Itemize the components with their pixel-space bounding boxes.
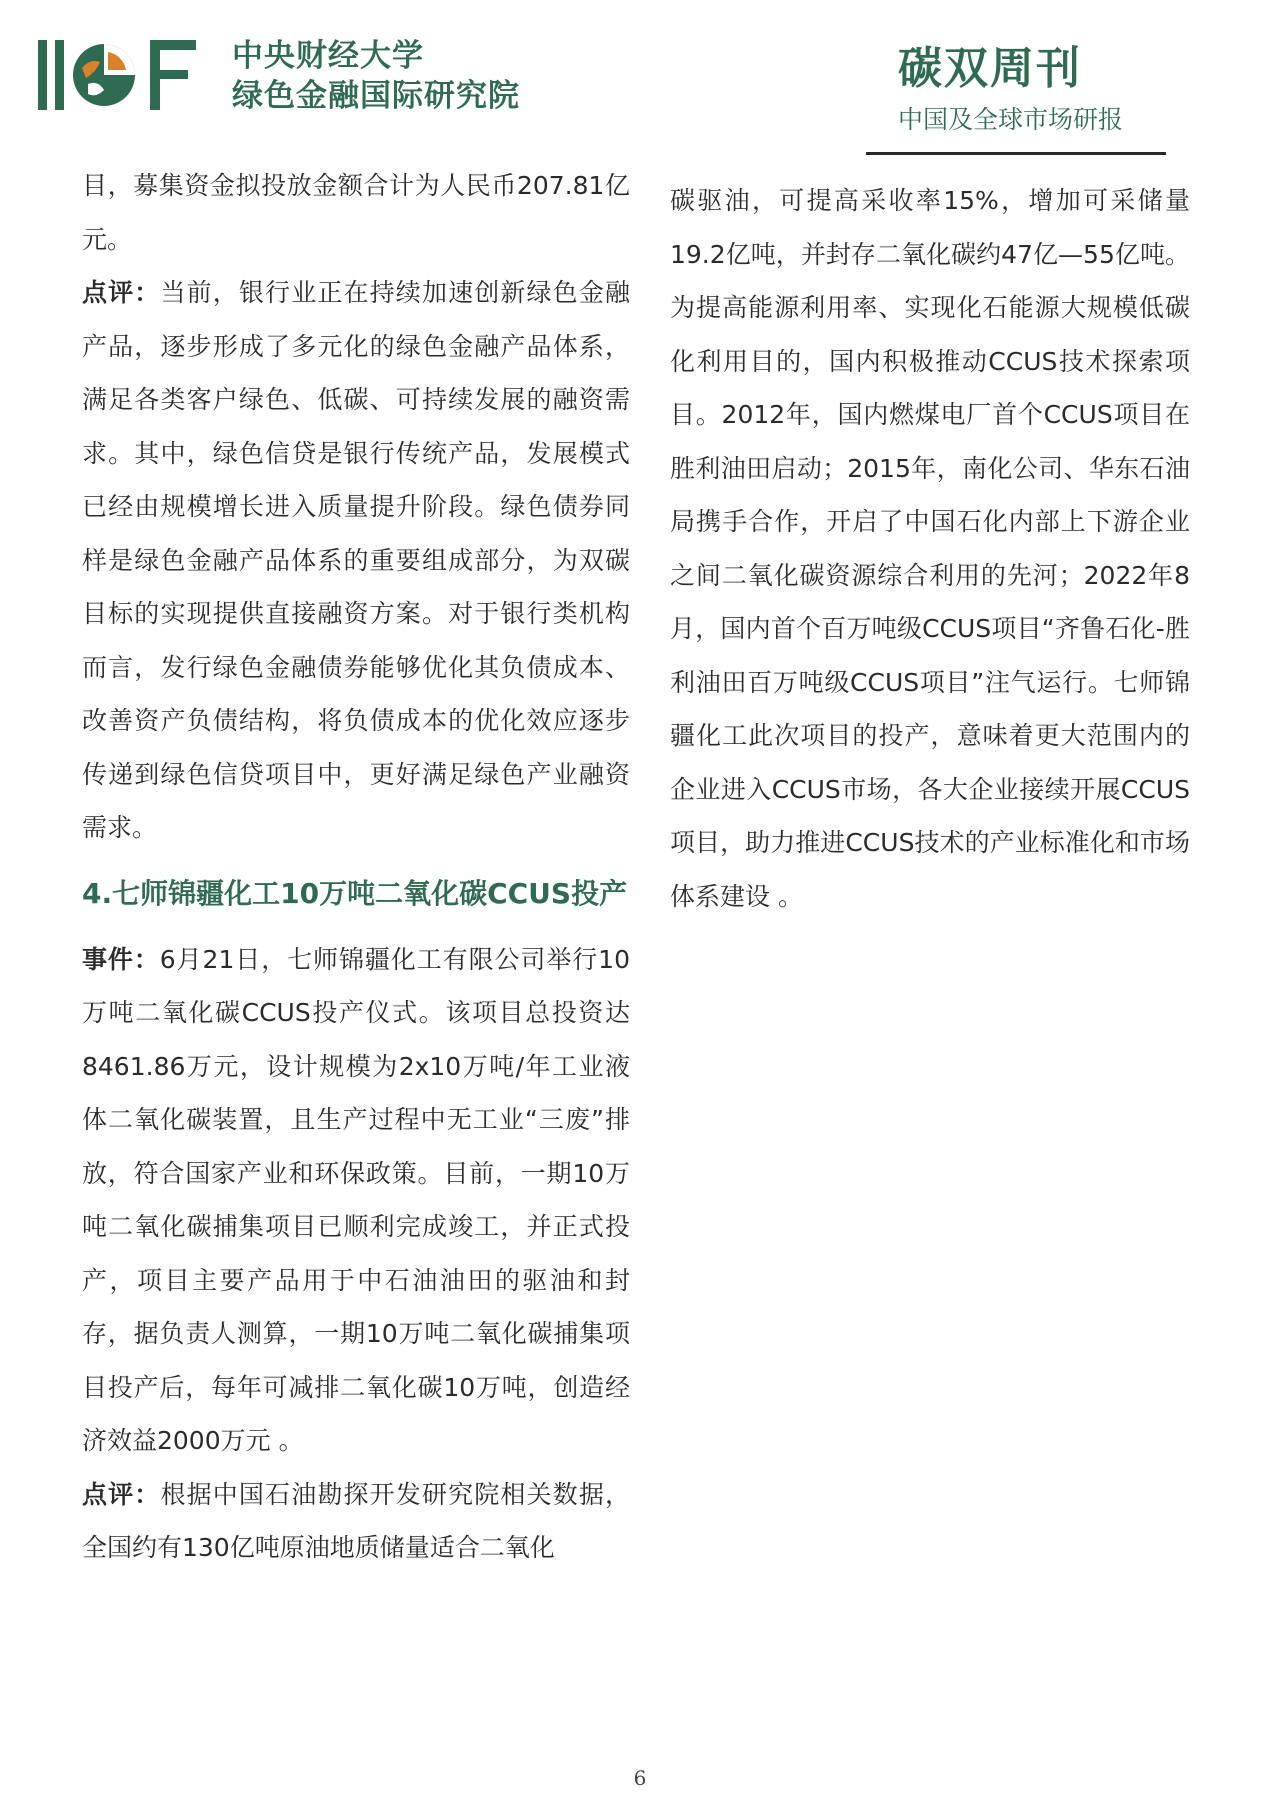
commentary-label: 点评： bbox=[82, 278, 161, 307]
commentary-text: 根据中国石油勘探开发研究院相关数据，全国约有130亿吨原油地质储量适合二氧化 bbox=[82, 1479, 630, 1562]
commentary-label: 点评： bbox=[82, 1479, 161, 1509]
page-header bbox=[0, 0, 1280, 160]
event-label: 事件： bbox=[82, 944, 160, 974]
org-name-line1: 中央财经大学 bbox=[232, 38, 424, 74]
paragraph-commentary-green-finance bbox=[82, 266, 630, 855]
publication-title: 碳双周刊 bbox=[898, 43, 1082, 94]
paragraph-fundraising: 目，募集资金拟投放金额合计为人民币207.81亿元。 bbox=[82, 171, 630, 254]
paragraph-ccus-continued: 碳驱油，可提高采收率15%，增加可采储量19.2亿吨，并封存二氧化碳约47亿—55亿吨。为提高能源利用率、实现化石能源大规模低碳化利用目的，国内积极推动CCUS技术探索项目。2012年，国内燃煤电厂首个CCUS项目在胜利油田启动；2015年，南化公司、华东石油局携手合作，开启了中国石化内部上下游企业之间二氧化碳资源综合利用的先河；2022年8月，国内首个百万吨级CCUS项目“齐鲁石化-胜利油田百万吨级CCUS项目”注气运行。七师锦疆化工此次项目的投产，意味着更大范围内的企业进入CCUS市场，各大企业接续开展CCUS项目，助力推进CCUS技术的产业标准化和市场体系建设 。 bbox=[670, 186, 1190, 911]
iigf-logo bbox=[38, 38, 210, 112]
commentary-text: 当前，银行业正在持续加速创新绿色金融产品，逐步形成了多元化的绿色金融产品体系，满足各类客户绿色、低碳、可持续发展的融资需求。其中，绿色信贷是银行传统产品，发展模式已经由规模增长进入质量提升阶段。绿色债券同样是绿色金融产品体系的重要组成部分，为双碳目标的实现提供直接融资方案。对于银行类机构而言，发行绿色金融债券能够优化其负债成本、改善资产负债结构，将负债成本的优化效应逐步传递到绿色信贷项目中，更好满足绿色产业融资需求。 bbox=[82, 278, 630, 842]
right-column bbox=[670, 174, 1190, 923]
paragraph-commentary-ccus bbox=[82, 1468, 630, 1575]
paragraph-event-ccus bbox=[82, 933, 630, 1468]
org-name-line2: 绿色金融国际研究院 bbox=[232, 78, 520, 114]
org-name bbox=[232, 36, 520, 116]
publication-subtitle: 中国及全球市场研报 bbox=[898, 105, 1124, 134]
left-column bbox=[82, 159, 630, 1575]
header-divider bbox=[866, 152, 1166, 155]
event-text: 6月21日，七师锦疆化工有限公司举行10万吨二氧化碳CCUS投产仪式。该项目总投资达8461.86万元，设计规模为2x10万吨/年工业液体二氧化碳装置，且生产过程中无工业“三废”排放，符合国家产业和环保政策。目前，一期10万吨二氧化碳捕集项目已顺利完成竣工，并正式投产，项目主要产品用于中石油油田的驱油和封存，据负责人测算，一期10万吨二氧化碳捕集项目投产后，每年可减排二氧化碳10万吨，创造经济效益2000万元 。 bbox=[82, 944, 630, 1455]
section-heading: 4.七师锦疆化工10万吨二氧化碳CCUS投产 bbox=[82, 876, 628, 910]
page-number: 6 bbox=[633, 1766, 647, 1790]
